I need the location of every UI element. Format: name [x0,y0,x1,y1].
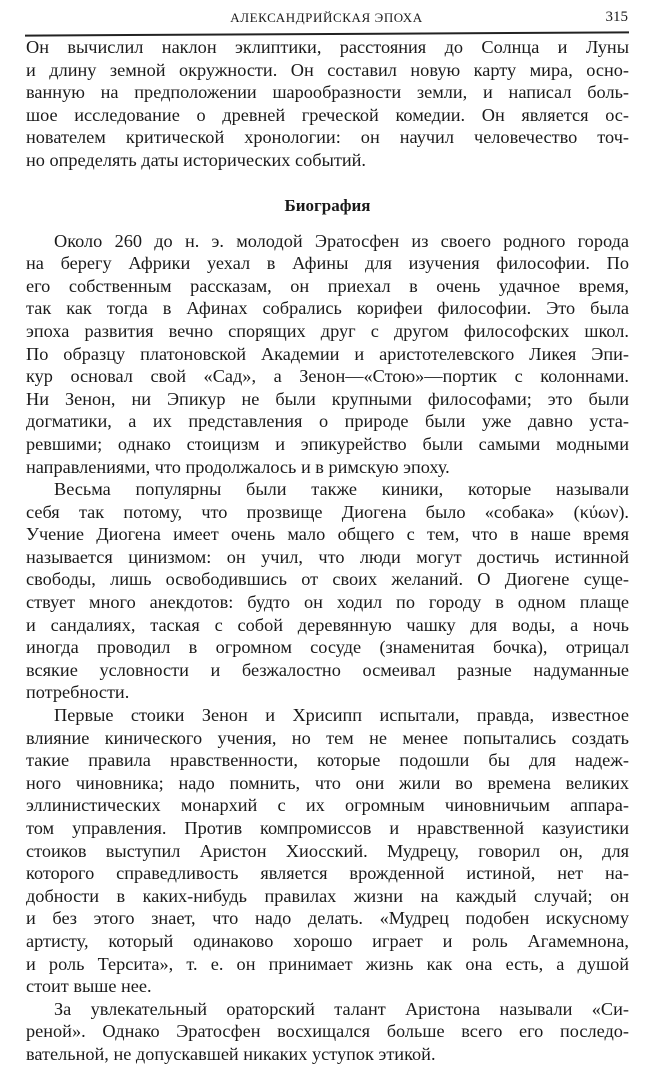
text-line: том управления. Против компромиссов и нравственной казуистики [26,818,629,838]
paragraph-4 [26,998,629,1066]
text-line: добности в каких-нибудь правилах жизни на каждый случай; он [26,885,629,906]
text-line: По образцу платоновской Академии и аристотелевского Ликея Эпи- [26,343,629,364]
paragraph-2 [26,478,629,704]
text-line: свободы, лишь освободившись от своих желаний. О Диогене суще- [26,569,629,590]
intro-paragraph [26,36,629,172]
text-line: нователем критической хронологии: он научил человечество точ- [26,127,629,148]
text-line: ствует много анекдотов: будто он ходил по городу в одном плаще [26,592,629,613]
text-line: влияние кинического учения, но тем не менее попытались создать [26,727,629,748]
text-line: вательной, не допускавшей никаких уступок этикой. [26,1043,436,1064]
text-line: так как тогда в Афинах собрались корифеи философии. Это была [26,298,629,319]
paragraph-1 [26,230,629,479]
text-line: называется цинизмом: он учил, что люди могут достичь истинной [26,546,629,567]
page-number: 315 [605,9,628,25]
text-line: стоиков выступил Аристон Хиосский. Мудрецу, говорил он, для [26,840,629,861]
text-line: такие правила нравственности, которые подошли бы для надеж- [26,750,629,771]
text-line: его собственным рассказам, он приехал в очень удачное время, [26,275,629,296]
page-body [26,36,629,1066]
text-line: За увлекательный ораторский талант Аристона называли «Си- [54,998,629,1019]
text-line: Учение Диогена имеет очень мало общего с тем, что в наше время [26,524,629,545]
text-line: Ни Зенон, ни Эпикур не были крупными философами; это были [26,388,629,409]
text-line: Первые стоики Зенон и Хрисипп испытали, правда, известное [54,705,629,726]
text-line: направлениями, что продолжалось и в римскую эпоху. [26,456,450,477]
text-line: Около 260 до н. э. молодой Эратосфен из своего родного города [54,230,629,251]
text-line: и длину земной окружности. Он составил новую карту мира, осно- [26,59,629,80]
text-line: всякие условности и безжалостно осмеивал разные надуманные [26,659,629,680]
text-line: ванную на предположении шарообразности земли, и написал боль- [26,82,629,103]
text-line: потребности. [26,682,130,703]
text-line: на берегу Африки уехал в Афины для изучения философии. По [26,253,629,274]
text-line: себя так потому, что прозвище Диогена было «собака» (κύων). [26,501,629,522]
text-line: и сандалиях, таская с собой деревянную чашку для воды, а ночь [26,614,629,635]
text-line: эллинистических монархий с их огромным чиновничьим аппара- [26,795,629,816]
section-heading: Биография [284,195,371,215]
text-line: Он вычислил наклон эклиптики, расстояния до Солнца и Луны [26,37,629,57]
text-line: и роль Терсита», т. е. он принимает жизнь как она есть, а душой [26,953,629,974]
text-line: но определять даты исторических событий. [26,149,366,170]
text-line: стоит выше нее. [26,976,152,997]
text-line: шое исследование о древней греческой комедии. Он является ос- [26,104,629,125]
text-line: которого справедливость является врожденной истиной, нет на- [26,863,629,884]
text-line: и без этого знает, что надо делать. «Мудрец подобен искусному [26,908,629,929]
text-line: ного чиновника; надо помнить, что они жили во времена великих [26,772,629,793]
text-line: Весьма популярны были также киники, которые называли [54,479,629,500]
text-line: ревшими; однако стоицизм и эпикурейство были самыми модными [26,433,629,454]
paragraph-3 [26,704,629,998]
text-line: артисту, который одинаково хорошо играет и роль Агамемнона, [26,930,629,951]
text-line: реной». Однако Эратосфен восхищался больше всего его последо- [26,1021,629,1042]
text-line: догматики, а их представления о природе были уже давно уста- [26,411,629,432]
running-header [25,4,628,30]
text-line: эпоха развития вечно спорящих друг с другом философских школ. [26,320,629,341]
text-line: кур основал свой «Сад», а Зенон—«Стою»—портик с колоннами. [26,366,629,387]
text-line: иногда проводил в огромном сосуде (знаменитая бочка), отрицал [26,637,629,658]
running-title: АЛЕКСАНДРИЙСКАЯ ЭПОХА [230,10,423,25]
